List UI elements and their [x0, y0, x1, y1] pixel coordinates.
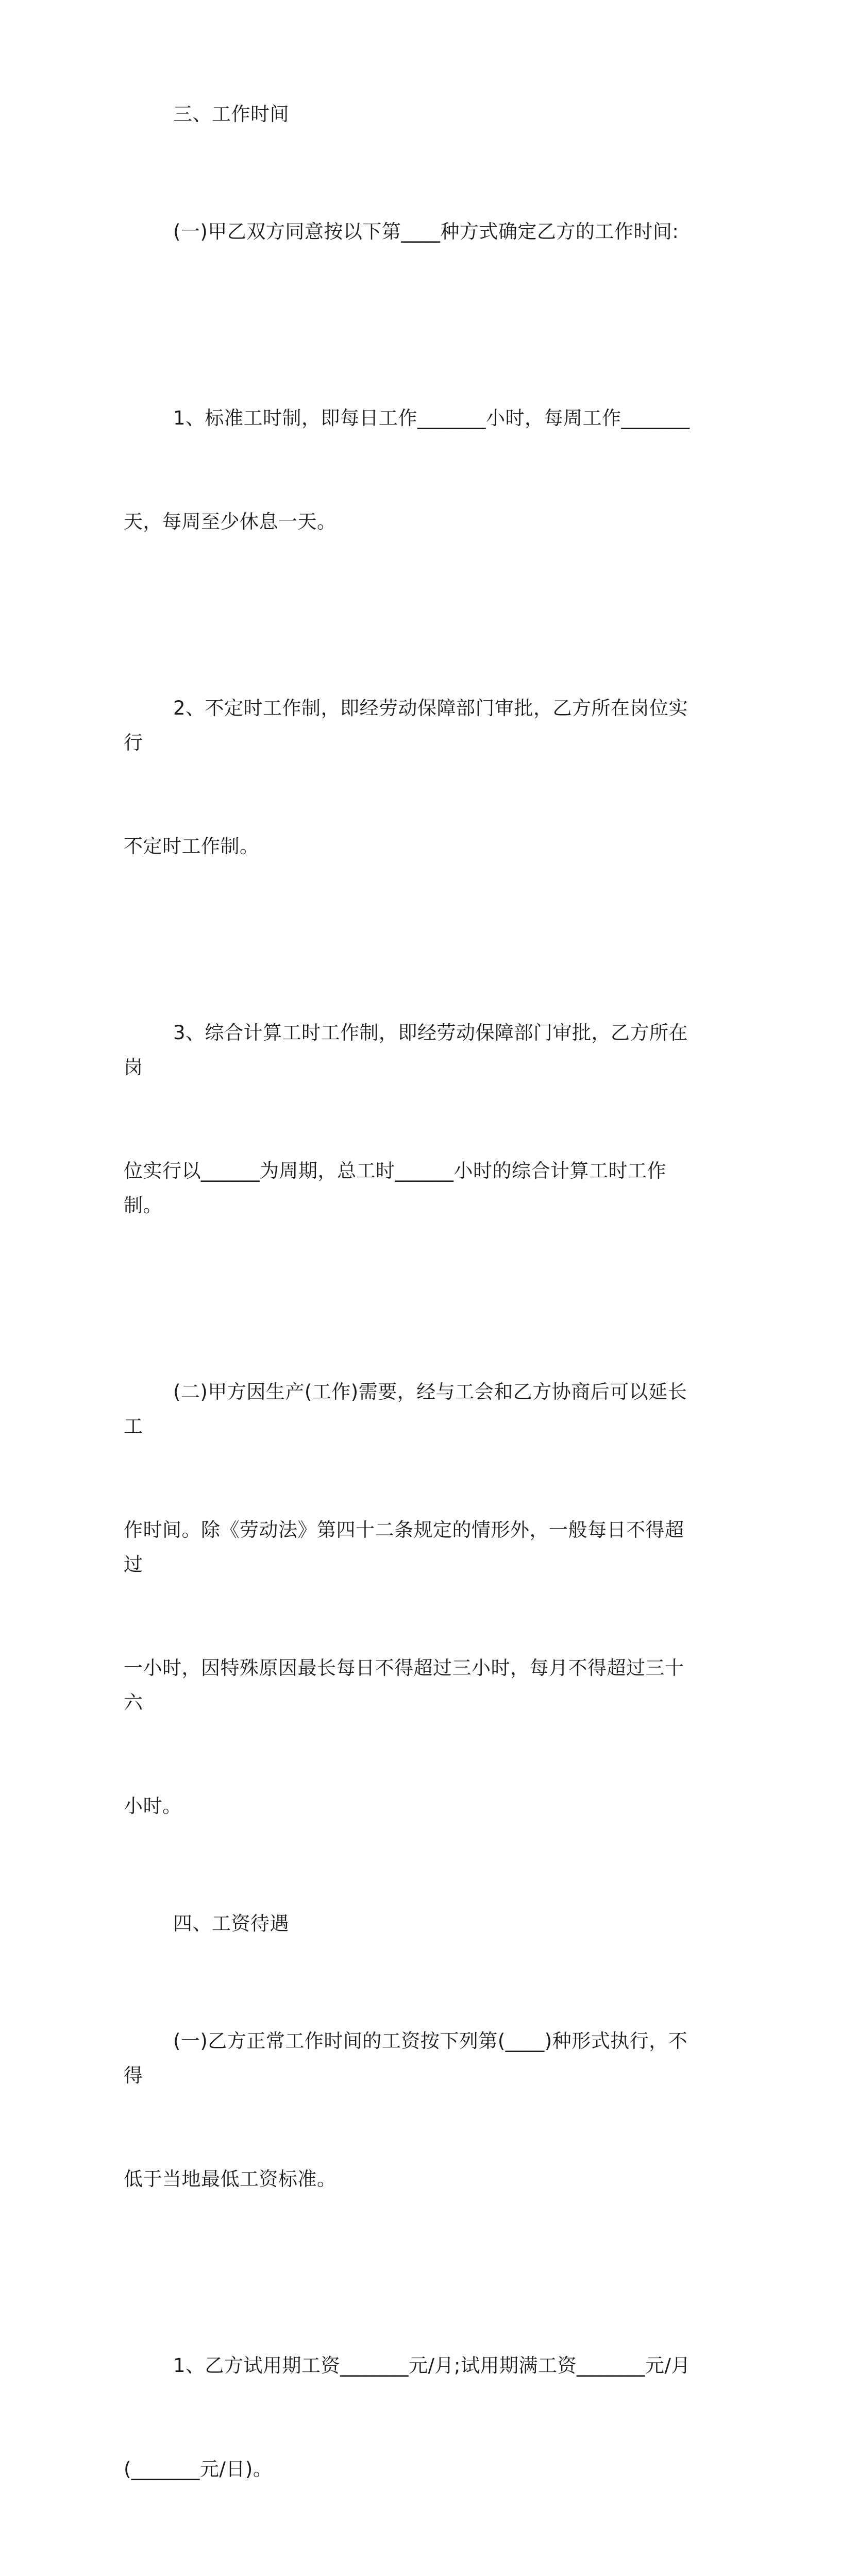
paragraph-overtime — [124, 1306, 701, 1892]
text-line: 3、综合计算工时工作制，即经劳动保障部门审批，乙方所在岗 — [124, 1022, 688, 1078]
paragraph-work-hours-method — [124, 145, 701, 318]
text-line: (一)乙方正常工作时间的工资按下列第(____)种形式执行，不得 — [124, 2030, 688, 2087]
section-heading-wages: 四、工资待遇 — [173, 1912, 289, 1935]
text-line: 低于当地最低工资标准。 — [124, 2168, 337, 2190]
document-body — [124, 97, 701, 2576]
paragraph-standard-hours — [124, 332, 701, 608]
text-line: 2、不定时工作制，即经劳动保障部门审批，乙方所在岗位实行 — [124, 697, 688, 754]
section-heading-work-hours: 三、工作时间 — [173, 103, 289, 125]
text-line: 一小时，因特殊原因最长每日不得超过三小时，每月不得超过三十六 — [124, 1657, 684, 1714]
text-line: 1、标准工时制，即每日工作_______小时，每周工作_______ — [173, 407, 690, 429]
text-line: (二)甲方因生产(工作)需要，经与工会和乙方协商后可以延长工 — [124, 1381, 687, 1437]
paragraph-probation-wage — [124, 2279, 701, 2555]
text-line: 1、乙方试用期工资_______元/月;试用期满工资_______元/月 — [173, 2354, 691, 2377]
paragraph-flexible-hours — [124, 622, 701, 933]
paragraph-other-form — [124, 2569, 701, 2576]
text-line: (_______元/日)。 — [124, 2458, 273, 2480]
text-line: (一)甲乙双方同意按以下第____种方式确定乙方的工作时间: — [173, 221, 679, 243]
text-line: 小时。 — [124, 1795, 182, 1817]
text-line: 不定时工作制。 — [124, 835, 259, 857]
text-line: 天，每周至少休息一天。 — [124, 511, 337, 533]
paragraph-wage-form — [124, 1955, 701, 2265]
paragraph-comprehensive-hours — [124, 946, 701, 1292]
text-line: 位实行以______为周期，总工时______小时的综合计算工时工作制。 — [124, 1160, 666, 1216]
text-line: 作时间。除《劳动法》第四十二条规定的情形外，一般每日不得超过 — [124, 1519, 684, 1575]
